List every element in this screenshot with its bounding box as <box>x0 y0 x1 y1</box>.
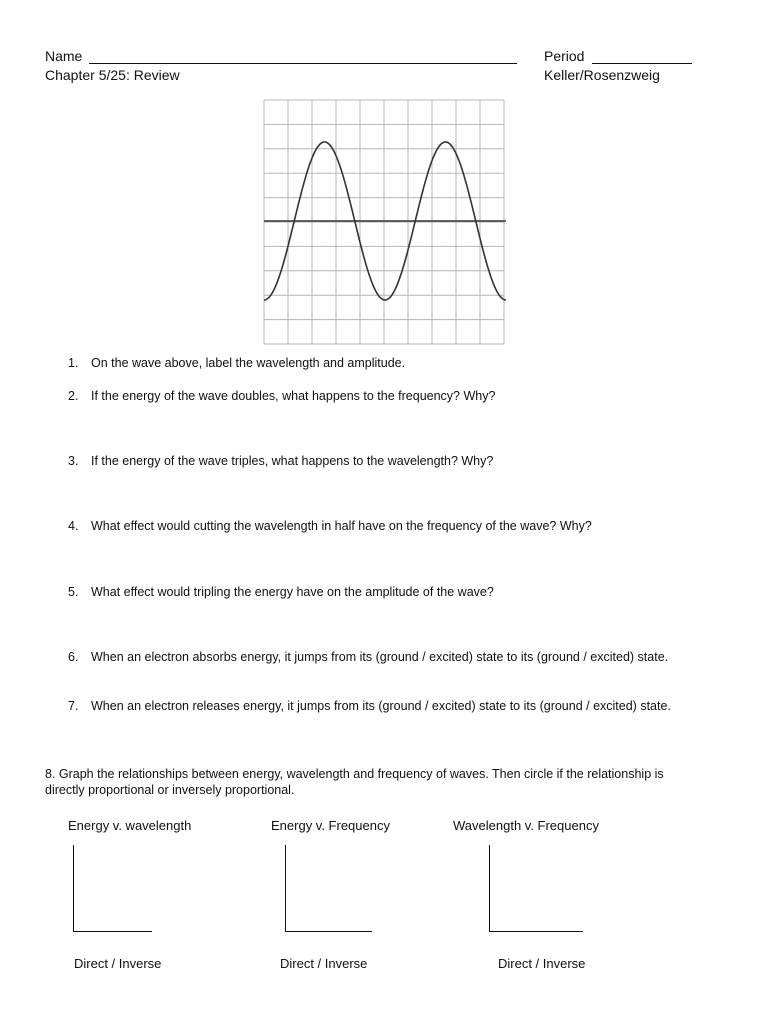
question-text: When an electron absorbs energy, it jumps from its (ground / excited) state to its (ground / excited) state. <box>91 650 669 664</box>
question-6 <box>0 649 770 683</box>
graph-axes-energy-frequency[interactable] <box>285 845 372 932</box>
graph-title-energy-wavelength: Energy v. wavelength <box>68 818 192 833</box>
question-text: When an electron releases energy, it jumps from its (ground / excited) state to its (ground / excited) state. <box>91 699 671 713</box>
question-3 <box>0 453 770 469</box>
question-5 <box>0 584 770 600</box>
question-8: 8. Graph the relationships between energy, wavelength and frequency of waves. Then circle if the relationship is directly proportional or inversely proportional. <box>45 767 664 797</box>
choice-energy-frequency[interactable]: Direct / Inverse <box>280 956 368 971</box>
question-4 <box>0 518 770 534</box>
question-number: 7. <box>68 699 79 713</box>
question-7 <box>0 698 770 732</box>
question-2 <box>0 388 770 404</box>
question-number: 6. <box>68 650 79 664</box>
wave-figure <box>262 98 508 346</box>
name-field[interactable] <box>89 49 517 64</box>
graph-axes-wavelength-frequency[interactable] <box>489 845 583 932</box>
choice-energy-wavelength[interactable]: Direct / Inverse <box>74 956 162 971</box>
question-number: 2. <box>68 389 79 403</box>
name-label: Name <box>45 48 83 64</box>
wave-grid <box>264 100 504 344</box>
question-number: 3. <box>68 454 79 468</box>
choice-wavelength-frequency[interactable]: Direct / Inverse <box>498 956 586 971</box>
period-label: Period <box>544 48 585 64</box>
graph-title-energy-frequency: Energy v. Frequency <box>271 818 390 833</box>
graph-axes-energy-wavelength[interactable] <box>73 845 152 932</box>
question-number: 4. <box>68 519 79 533</box>
question-1 <box>0 355 770 371</box>
question-text: If the energy of the wave doubles, what happens to the frequency? Why? <box>91 389 496 403</box>
question-text: What effect would tripling the energy have on the amplitude of the wave? <box>91 585 494 599</box>
graph-title-wavelength-frequency: Wavelength v. Frequency <box>453 818 599 833</box>
question-text: On the wave above, label the wavelength and amplitude. <box>91 356 406 370</box>
period-field[interactable] <box>592 49 692 64</box>
question-number: 1. <box>68 356 79 370</box>
question-text: What effect would cutting the wavelength in half have on the frequency of the wave? Why? <box>91 519 592 533</box>
teacher-names: Keller/Rosenzweig <box>544 67 660 83</box>
question-number: 5. <box>68 585 79 599</box>
question-text: If the energy of the wave triples, what happens to the wavelength? Why? <box>91 454 494 468</box>
chapter-title: Chapter 5/25: Review <box>45 67 180 83</box>
